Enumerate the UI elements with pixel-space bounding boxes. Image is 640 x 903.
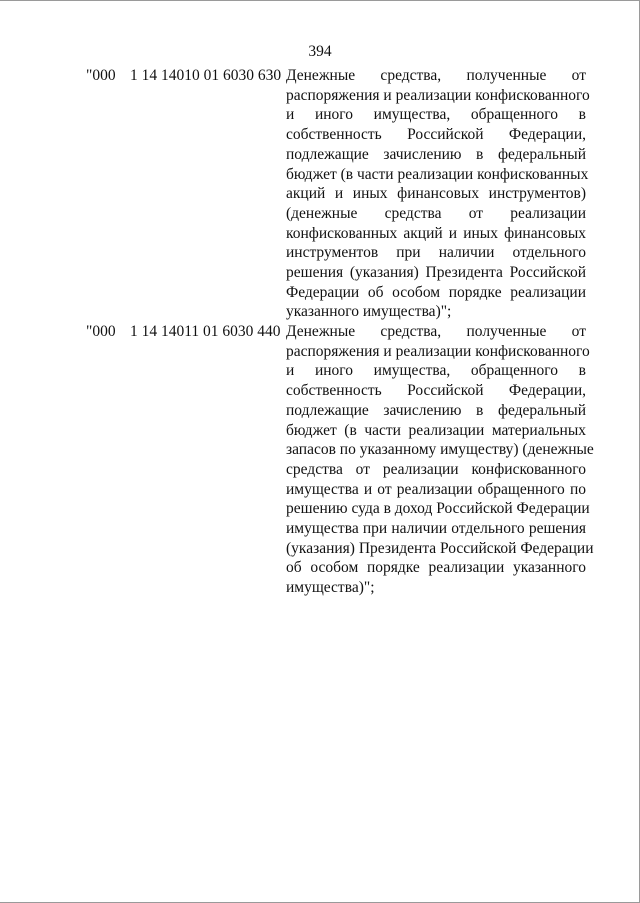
revenue-code: 1 14 14011 01 6030 440 (130, 323, 281, 340)
description-line: бюджет (в части реализации материальных (286, 421, 586, 439)
description-line: собственность Российской Федерации, (286, 382, 586, 400)
description-line: подлежащие зачислению в федеральный (286, 145, 586, 163)
classification-code (86, 66, 281, 86)
classification-code (86, 322, 281, 342)
description-line: имущества при наличии отдельного решения (286, 520, 586, 538)
entry-description (286, 322, 594, 598)
admin-code: "000 (86, 323, 116, 340)
description-line: решения (указания) Президента Российской (286, 264, 586, 282)
description-line: инструментов при наличии отдельного (286, 244, 586, 262)
description-line: конфискованных акций и иных финансовых (286, 224, 586, 242)
description-line: и иного имущества, обращенного в (286, 362, 586, 380)
description-line: имущества)"; (286, 579, 375, 597)
description-line: об особом порядке реализации указанного (286, 559, 586, 577)
description-line: и иного имущества, обращенного в (286, 106, 586, 124)
description-line: Федерации об особом порядке реализации (286, 283, 586, 301)
scan-border-top (0, 0, 640, 1)
description-line: бюджет (в части реализации конфискованных (286, 165, 589, 183)
description-line: средства от реализации конфискованного (286, 460, 586, 478)
description-line: решению суда в доход Российской Федерации (286, 500, 590, 518)
description-line: (указания) Президента Российской Федерации (286, 539, 594, 557)
description-line: имущества и от реализации обращенного по (286, 480, 586, 498)
page-number: 394 (308, 43, 332, 60)
description-line: распоряжения и реализации конфискованного (286, 86, 590, 104)
revenue-code: 1 14 14010 01 6030 630 (130, 67, 282, 84)
description-line: указанного имущества)"; (286, 303, 452, 321)
description-line: акций и иных финансовых инструментов) (286, 185, 586, 203)
entry-description (286, 66, 590, 322)
admin-code: "000 (86, 67, 116, 84)
description-line: собственность Российской Федерации, (286, 126, 586, 144)
description-line: Денежные средства, полученные от (286, 323, 586, 340)
description-line: распоряжения и реализации конфискованного (286, 342, 590, 360)
description-line: подлежащие зачислению в федеральный (286, 401, 586, 419)
description-line: запасов по указанному имуществу) (денежные (286, 441, 594, 459)
description-line: Денежные средства, полученные от (286, 67, 586, 84)
description-line: (денежные средства от реализации (286, 204, 586, 222)
